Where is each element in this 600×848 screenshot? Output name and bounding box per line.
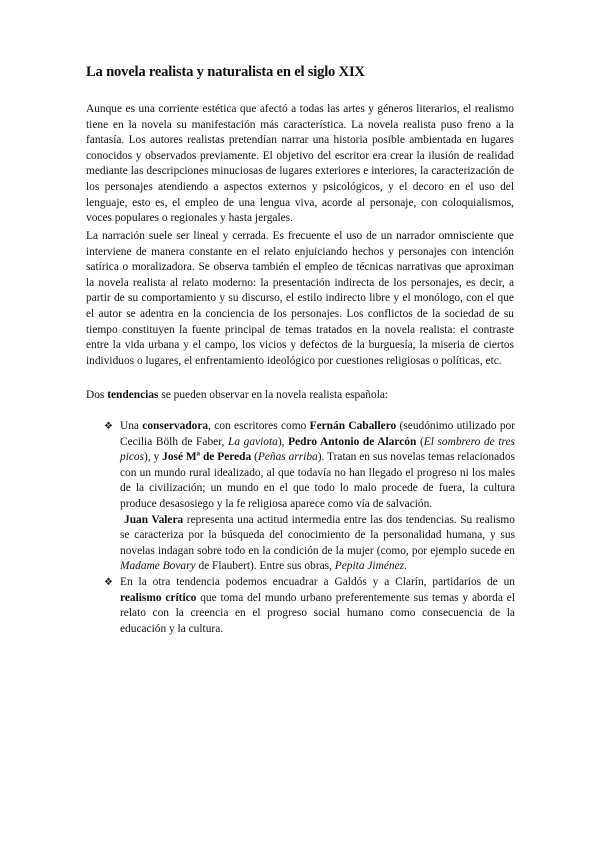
list-item-conservative (104, 419, 516, 575)
item2-bold-realismo-critico: realismo crítico (120, 591, 197, 604)
item1-text: ( (416, 435, 424, 448)
author-fernan-caballero: Fernán Caballero (309, 420, 397, 432)
work-penas-arriba: Peñas arriba (257, 451, 318, 464)
intro-bold-tendencias: tendencias (107, 389, 159, 401)
item2-text: que toma del mundo urbano preferentemente sus temas y aborda el relato con la creencia en el progreso social humano como consecuencia de la educación y la cultura. (120, 591, 515, 635)
paragraph-narration-techniques: La narración suele ser lineal y cerrada. Es frecuente el uso de un narrador omnisciente que interviene de manera constante en el relato enjuiciando hechos y personajes con intención satírica o moralizadora. Se observa también el empleo de técnicas narrativas que aproximan la novela realista al relato moderno: la presentación indirecta de los personajes, es decir, a partir de su comportamiento y su discurso, el estilo indirecto libre y el monólogo, con el que el autor se adentra en la conciencia de los personajes. Los conflictos de la sociedad de su tiempo constituyen la fuente principal de temas tratados en la novela realista: el contraste entre la vida urbana y el campo, los vicios y defectos de la burguesía, la miseria de ciertos individuos o lugares, el enfrentamiento ideológico por cuestiones religiosas o políticas, etc. (86, 230, 514, 367)
paragraph-tendencies-intro (86, 388, 514, 404)
item1-text: . (404, 560, 407, 573)
item1-text: ( (251, 451, 258, 464)
diamond-bullet-icon: ❖ (104, 421, 113, 432)
item1-valera-subparagraph (120, 513, 515, 575)
intro-text-end: se pueden observar en la novela realista española: (158, 389, 389, 401)
work-pepita-jimenez: Pepita Jiménez (334, 560, 405, 573)
work-la-gaviota: La gaviota (228, 435, 278, 448)
work-el-sombrero-de-tres-picos: El sombrero de tres picos (120, 435, 515, 464)
author-juan-valera: Juan Valera (124, 513, 184, 526)
item1-text: representa una actitud intermedia entre las dos tendencias. Su realismo se caracteriza por la búsqueda del conocimiento de la personalidad humana, y sus novelas indagan sobre todo en la condición de la mujer (como, por ejemplo sucede en (120, 513, 515, 557)
item1-text: (seudónimo utilizado por Cecilia Bölh de Faber, (120, 420, 516, 448)
item1-text: ), (277, 435, 289, 448)
paragraph-realism-definition: Aunque es una corriente estética que afectó a todas las artes y géneros literarios, el realismo tiene en la novela su manifestación más característica. La novela realista puso freno a la fantasía. Los autores realistas pretendían narrar una historia posible ambientada en lugares conocidos y observados previamente. El objetivo del escritor era crear la ilusión de realidad mediante las descripciones minuciosas de lugares exteriores e interiores, la caracterización de los personajes atendiendo a aspectos externos y psicológicos, y el decoro en el uso del lenguaje, esto es, el empleo de una lengua viva, acorde al personaje, con coloquialismos, voces populares o regionales y hasta jergales. (86, 103, 514, 225)
item1-text: ). Tratan en sus novelas temas relacionados con un mundo rural idealizado, al que todavía no han llegado el progreso ni los males de la civilización; un mundo en el que todo lo malo procede de fuera, la cultura produce desasosiego y la fe religiosa aparece como vía de salvación. (120, 451, 515, 510)
author-pedro-antonio-de-alarcon: Pedro Antonio de Alarcón (288, 435, 417, 448)
item1-text: , con escritores como (208, 420, 310, 432)
document-title: La novela realista y naturalista en el siglo XIX (86, 64, 365, 80)
item1-text: de Flaubert). Entre sus obras, (195, 560, 335, 573)
work-madame-bovary: Madame Bovary (120, 560, 196, 573)
author-jose-maria-de-pereda: José Mª de Pereda (162, 451, 252, 464)
item2-text: En la otra tendencia podemos encuadrar a Galdós y a Clarín, partidarios de un (120, 575, 515, 588)
item1-text: Una (120, 420, 143, 432)
item1-text: ), y (144, 451, 163, 464)
intro-text-start: Dos (86, 389, 108, 401)
diamond-bullet-icon: ❖ (104, 576, 113, 588)
tendencies-list (104, 419, 516, 637)
list-item-critical (104, 575, 515, 637)
item1-bold-conservadora: conservadora (142, 420, 209, 432)
